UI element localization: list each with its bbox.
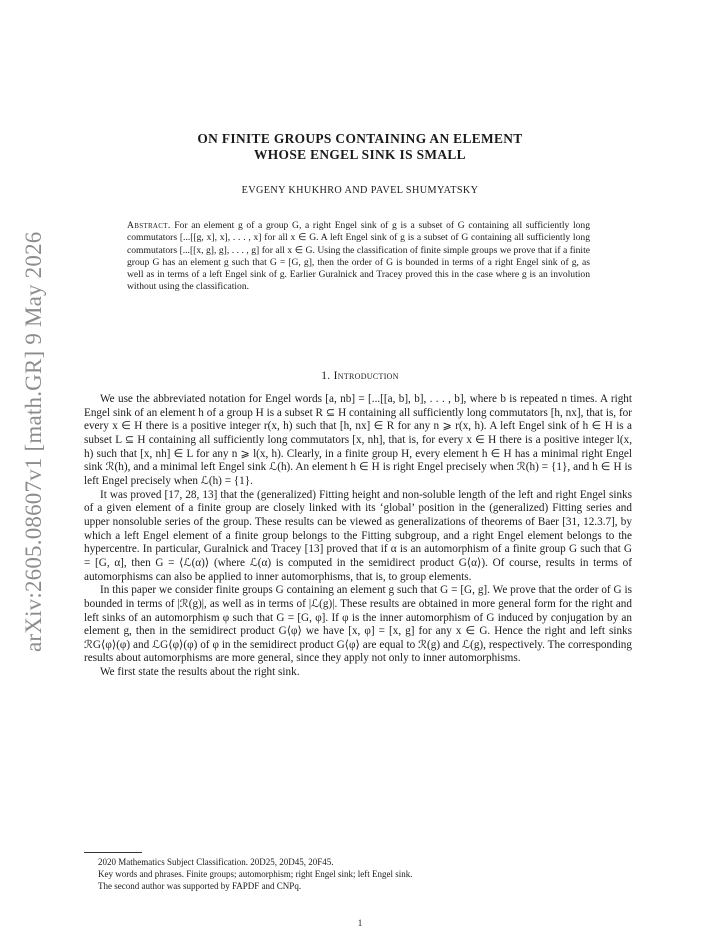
paper-title xyxy=(120,131,600,163)
paragraph-3: In this paper we consider finite groups G containing an element g such that G = [G, g]. We prove that the order of G is bounded in terms of |ℛ(g)|, as well as in terms of |ℒ(g)|. These results are obtained in more general form for the right and left sinks of an automorphism φ such that G = [G, φ]. If φ is the inner automorphism of G induced by conjugation by an element g, then in the semidirect product G⟨φ⟩ we have [x, φ] = [x, g] for any x ∈ G. Hence the right and left sinks ℛG⟨φ⟩(φ) and ℒG⟨φ⟩(φ) of φ in the semidirect product G⟨φ⟩ are equal to ℛ(g) and ℒ(g), respectively. The corresponding results about automorphisms are more general, since they apply not only to inner automorphisms. xyxy=(84,584,632,665)
section-title: Introduction xyxy=(333,370,399,382)
section-number: 1. xyxy=(321,370,331,382)
arxiv-sidebar xyxy=(14,231,54,652)
footnote-divider xyxy=(84,852,142,853)
paragraph-1: We use the abbreviated notation for Engel words [a, nb] = [...[[a, b], b], . . . , b], where b is repeated n times. A right Engel sink of an element h of a group H is a subset R ⊆ H containing all sufficiently long commutators [h, nx], that is, for every x ∈ H there is a positive integer r(x, h) such that [h, nx] ∈ R for any n ⩾ r(x, h). A left Engel sink of h ∈ H is a subset L ⊆ H containing all sufficiently long commutators [x, nh], that is, for every x ∈ H there is a positive integer l(x, h) such that [x, nh] ∈ L for any n ⩾ l(x, h). Clearly, in a finite group H, every element h ∈ H has a minimal right Engel sink ℛ(h), and a minimal left Engel sink ℒ(h). An element h ∈ H is right Engel precisely when ℛ(h) = {1}, and h ∈ H is left Engel precisely when ℒ(h) = {1}. xyxy=(84,393,632,487)
footnote-msc: 2020 Mathematics Subject Classification. 20D25, 20D45, 20F45. xyxy=(98,857,334,867)
paragraph-2: It was proved [17, 28, 13] that the (generalized) Fitting height and non-soluble length of the left and right Engel sinks of a given element of a finite group are closely linked with its ‘global’ position in the (generalized) Fitting series and upper nonsoluble series of the group. These results can be viewed as generalizations of theorems of Baer [31, 12.3.7], by which a left Engel element of a finite group belongs to the Fitting subgroup, and a right Engel element belongs to the hypercentre. In particular, Guralnick and Tracey [13] proved that if α is an automorphism of a finite group G such that G = [G, α], then G = ⟨ℒ(α)⟩ (where ℒ(α) is computed in the semidirect product G⟨α⟩). Of course, results in terms of automorphisms can also be applied to inner automorphisms, that is, to group elements. xyxy=(84,488,632,583)
arxiv-identifier: arXiv:2605.08607v1 [math.GR] 9 May 2026 xyxy=(21,231,46,652)
footnote-keywords: Key words and phrases. Finite groups; automorphism; right Engel sink; left Engel sink. xyxy=(98,869,413,880)
abstract-label: Abstract. xyxy=(127,220,171,231)
abstract xyxy=(127,220,590,294)
abstract-text: For an element g of a group G, a right Engel sink of g is a subset of G containing all sufficiently long commutators [...[[g, x], x], . . . , x] for all x ∈ G. A left Engel sink of g is a subset of G containing all sufficiently long commutators [...[[x, g], g], . . . , g] for all x ∈ G. Using the classification of finite simple groups we prove that if a finite group G has an element g such that G = [G, g], then the order of G is bounded in terms of a right Engel sink of g, as well as in terms of a left Engel sink of g. Earlier Guralnick and Tracey proved this in the case where g is an involution without using the classification. xyxy=(127,220,590,293)
title-line-1: ON FINITE GROUPS CONTAINING AN ELEMENT xyxy=(197,131,523,146)
footnote-support: The second author was supported by FAPDF and CNPq. xyxy=(98,881,302,892)
paper-authors: EVGENY KHUKHRO AND PAVEL SHUMYATSKY xyxy=(241,185,479,196)
page-number: 1 xyxy=(357,918,363,928)
title-line-2: WHOSE ENGEL SINK IS SMALL xyxy=(254,147,466,162)
section-heading xyxy=(120,370,600,382)
paragraph-4: We first state the results about the right sink. xyxy=(100,666,300,679)
footnotes xyxy=(98,856,628,893)
body-text xyxy=(84,393,632,680)
